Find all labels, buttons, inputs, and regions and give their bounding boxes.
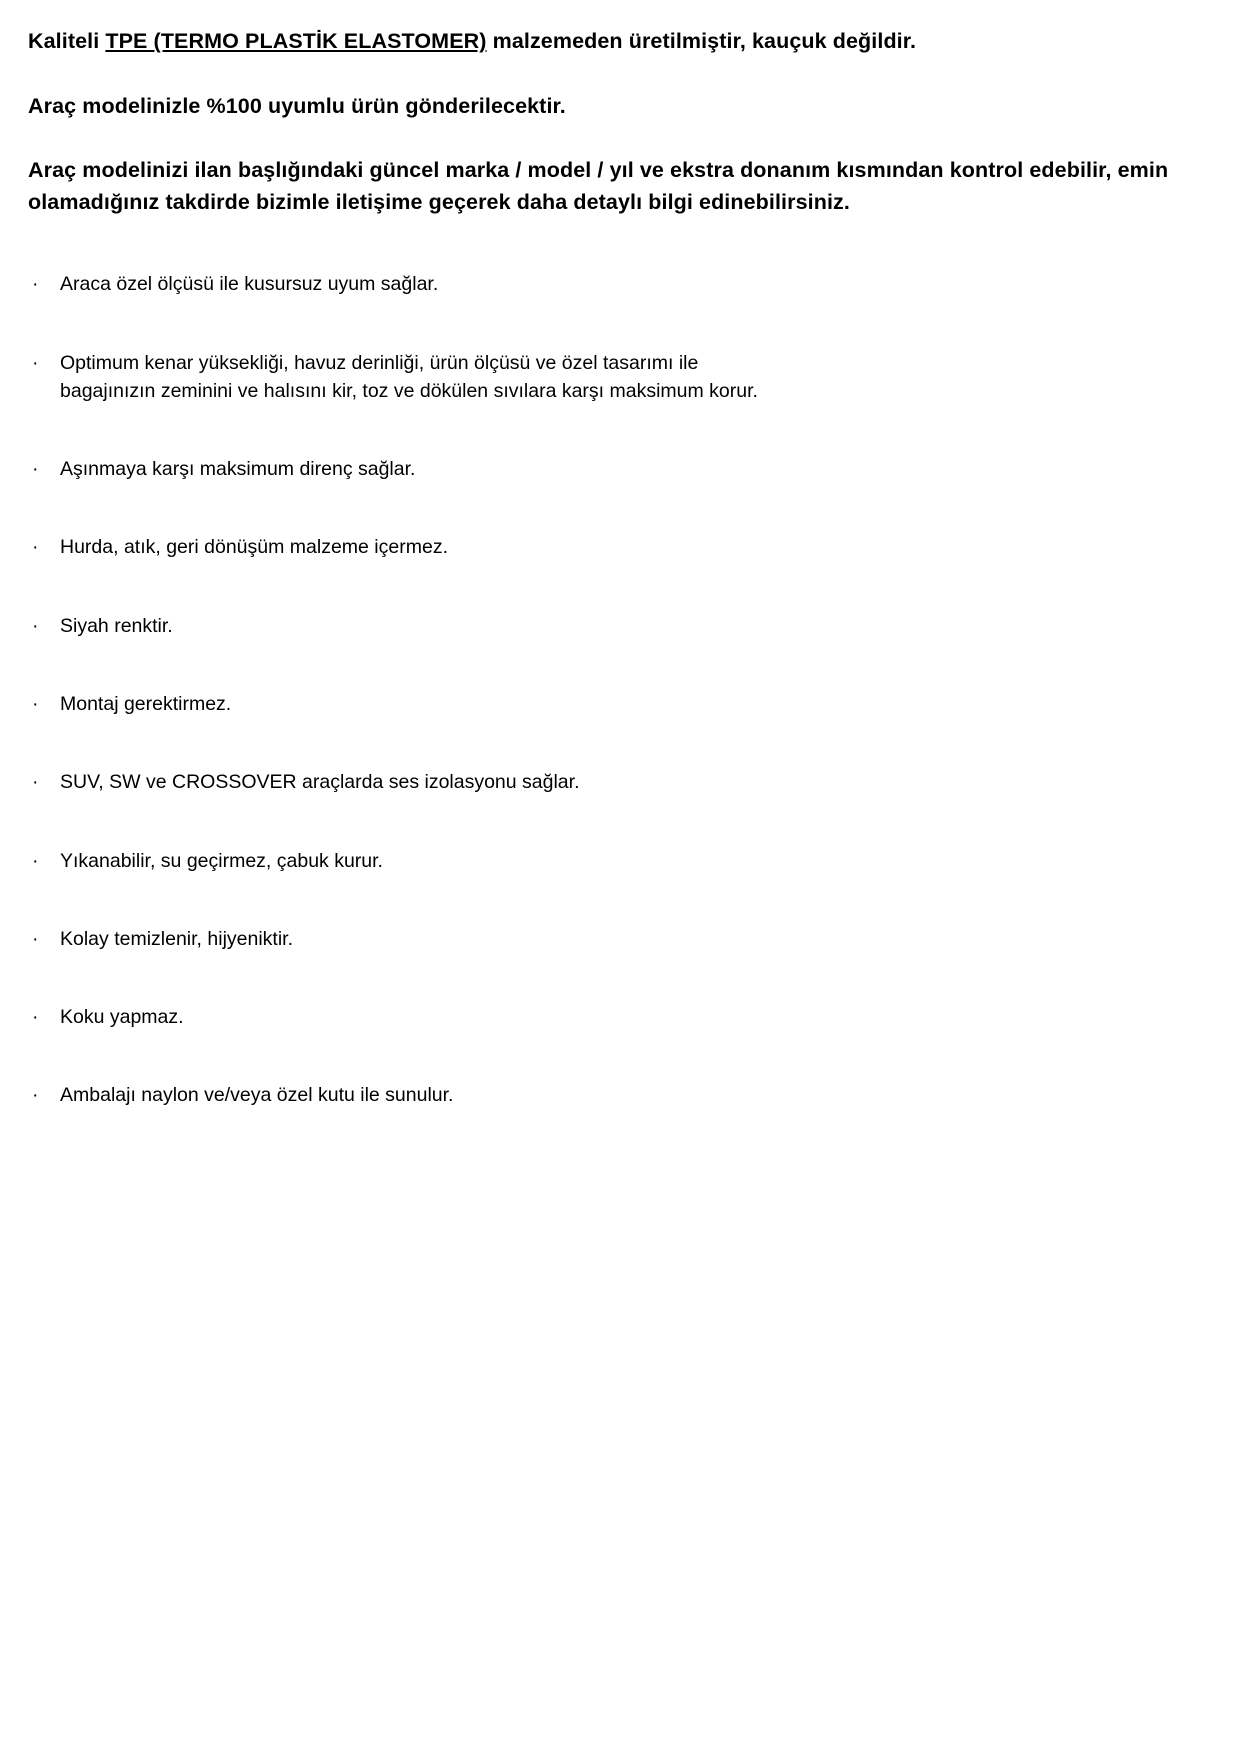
bullet-marker-icon: · bbox=[32, 351, 39, 374]
list-item-line1: Yıkanabilir, su geçirmez, çabuk kurur. bbox=[60, 849, 383, 872]
list-item-text bbox=[60, 270, 1197, 298]
list-item-line1: Optimum kenar yüksekliği, havuz derinliği, ürün ölçüsü ve özel tasarımı ile bbox=[60, 351, 699, 374]
intro-paragraph-1-suffix: malzemeden üretilmiştir, kauçuk değildir. bbox=[486, 29, 917, 53]
list-item-text bbox=[60, 925, 1197, 953]
bullet-marker-icon: · bbox=[32, 1084, 39, 1107]
intro-paragraph-1-underlined: TPE (TERMO PLASTİK ELASTOMER) bbox=[105, 29, 487, 53]
bullet-marker-icon: · bbox=[32, 273, 39, 296]
list-item-line2: bagajınızın zeminini ve halısını kir, toz ve dökülen sıvılara karşı maksimum korur. bbox=[60, 379, 758, 402]
list-item-text bbox=[60, 690, 1197, 718]
list-item bbox=[28, 533, 1197, 561]
list-item-text bbox=[60, 612, 1197, 640]
list-item bbox=[28, 768, 1197, 796]
list-item-line1: Montaj gerektirmez. bbox=[60, 692, 232, 715]
list-item bbox=[28, 925, 1197, 953]
list-item-text bbox=[60, 349, 1197, 406]
intro-paragraph-1-prefix: Kaliteli bbox=[28, 29, 106, 53]
bullet-marker-icon: · bbox=[32, 458, 39, 481]
list-item-line1: SUV, SW ve CROSSOVER araçlarda ses izolasyonu sağlar. bbox=[60, 771, 580, 794]
bullet-marker-icon: · bbox=[32, 849, 39, 872]
bullet-marker-icon: · bbox=[32, 927, 39, 950]
list-item bbox=[28, 690, 1197, 718]
list-item bbox=[28, 455, 1197, 483]
list-item bbox=[28, 1003, 1197, 1031]
feature-bullet-list bbox=[28, 270, 1197, 1109]
list-item-line1: Araca özel ölçüsü ile kusursuz uyum sağlar. bbox=[60, 273, 439, 296]
intro-section bbox=[28, 26, 1197, 218]
list-item bbox=[28, 847, 1197, 875]
list-item bbox=[28, 612, 1197, 640]
list-item-text bbox=[60, 768, 1197, 796]
list-item bbox=[28, 1081, 1197, 1109]
list-item-line1: Siyah renktir. bbox=[60, 614, 173, 637]
bullet-marker-icon: · bbox=[32, 692, 39, 715]
list-item-text bbox=[60, 847, 1197, 875]
list-item bbox=[28, 349, 1197, 406]
list-item-line1: Hurda, atık, geri dönüşüm malzeme içermez. bbox=[60, 536, 448, 559]
bullet-marker-icon: · bbox=[32, 614, 39, 637]
bullet-marker-icon: · bbox=[32, 771, 39, 794]
bullet-marker-icon: · bbox=[32, 1006, 39, 1029]
intro-paragraph-1 bbox=[28, 26, 1197, 58]
list-item-line1: Koku yapmaz. bbox=[60, 1006, 184, 1029]
list-item-text bbox=[60, 455, 1197, 483]
list-item-text bbox=[60, 1081, 1197, 1109]
list-item bbox=[28, 270, 1197, 298]
list-item-text bbox=[60, 1003, 1197, 1031]
list-item-line1: Ambalajı naylon ve/veya özel kutu ile sunulur. bbox=[60, 1084, 454, 1107]
intro-paragraph-2: Araç modelinizle %100 uyumlu ürün gönderilecektir. bbox=[28, 93, 566, 118]
list-item-text bbox=[60, 533, 1197, 561]
list-item-line1: Kolay temizlenir, hijyeniktir. bbox=[60, 927, 294, 950]
bullet-marker-icon: · bbox=[32, 536, 39, 559]
list-item-line1: Aşınmaya karşı maksimum direnç sağlar. bbox=[60, 458, 416, 481]
intro-paragraph-3: Araç modelinizi ilan başlığındaki güncel marka / model / yıl ve ekstra donanım kısmından kontrol edebilir, emin olamadığınız takdirde bizimle iletişime geçerek daha detaylı bilgi edinebilirsiniz. bbox=[28, 158, 1169, 214]
